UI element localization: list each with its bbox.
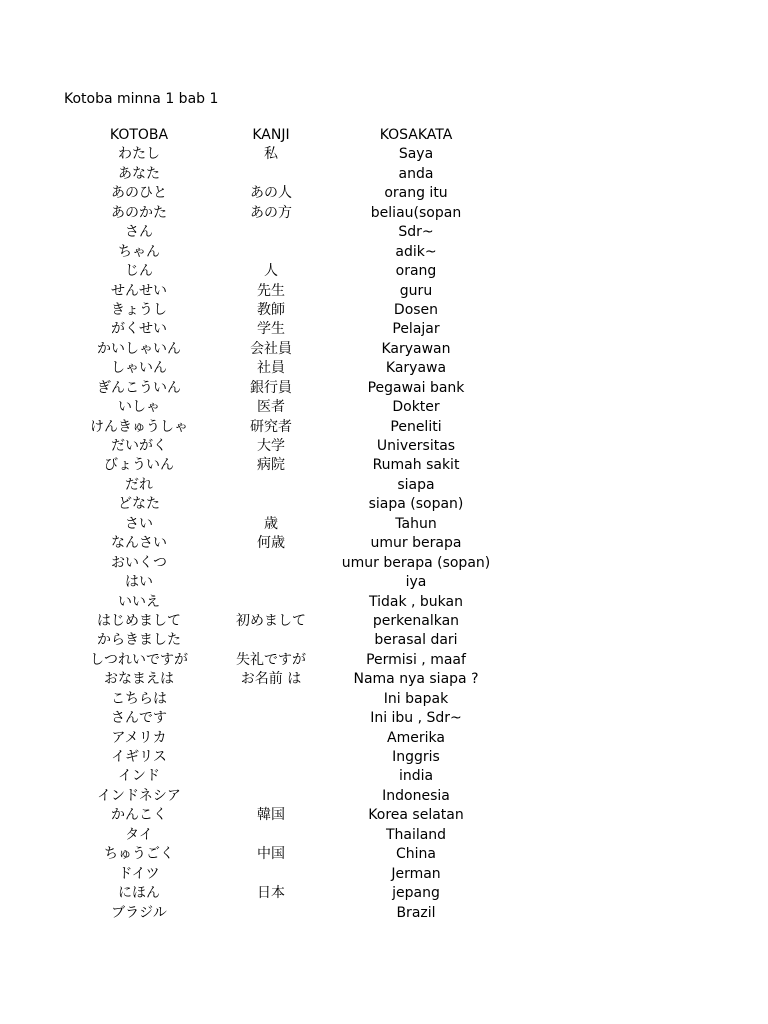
cell-kosakata: Ini ibu , Sdr~	[370, 710, 462, 727]
cell-kosakata: Dokter	[392, 399, 440, 416]
cell-kotoba: タイ	[125, 826, 153, 843]
cell-kotoba: さん	[125, 224, 153, 241]
cell-kotoba: はじめまして	[97, 612, 181, 629]
cell-kosakata: Inggris	[392, 749, 440, 765]
cell-kosakata: Tahun	[395, 515, 437, 532]
cell-kosakata: perkenalkan	[372, 612, 460, 629]
cell-kanji: 何歳	[257, 535, 285, 552]
cell-kotoba: さい	[125, 515, 153, 532]
cell-kotoba: あのひと	[111, 185, 167, 202]
cell-kotoba: かいしゃいん	[97, 340, 181, 357]
table-row	[0, 243, 768, 262]
cell-kotoba: あなた	[118, 165, 160, 182]
cell-kosakata: jepang	[392, 885, 440, 902]
cell-kosakata: Rumah sakit	[372, 457, 460, 474]
header-kotoba: KOTOBA	[109, 127, 169, 143]
cell-kotoba: びょういん	[104, 457, 174, 474]
table-row	[0, 398, 768, 417]
table-row	[0, 554, 768, 573]
cell-kotoba: イギリス	[111, 749, 167, 765]
cell-kosakata: berasal dari	[374, 632, 458, 649]
cell-kosakata: Dosen	[393, 301, 439, 318]
table-row	[0, 223, 768, 242]
cell-kotoba: だいがく	[111, 438, 167, 454]
cell-kotoba: ぎんこういん	[97, 379, 181, 396]
table-row	[0, 184, 768, 203]
table-row	[0, 709, 768, 728]
cell-kosakata: guru	[399, 282, 433, 299]
cell-kanji: 大学	[257, 438, 285, 454]
cell-kotoba: なんさい	[111, 535, 167, 552]
cell-kotoba: けんきゅうしゃ	[90, 418, 188, 435]
cell-kosakata: Tidak , bukan	[368, 593, 463, 610]
cell-kanji: あの人	[250, 185, 292, 202]
table-header-row	[0, 126, 768, 145]
cell-kotoba: さんです	[111, 710, 167, 727]
cell-kanji: 初めまして	[236, 612, 306, 629]
cell-kosakata: Korea selatan	[368, 807, 464, 824]
cell-kosakata: Karyawa	[385, 360, 447, 377]
cell-kotoba: ブラジル	[111, 904, 167, 921]
table-row	[0, 340, 768, 359]
cell-kosakata: Universitas	[376, 438, 456, 454]
cell-kotoba: いしゃ	[118, 399, 160, 416]
cell-kotoba: しつれいですが	[90, 651, 188, 668]
table-row	[0, 573, 768, 592]
table-row	[0, 476, 768, 495]
cell-kosakata: Nama nya siapa ?	[353, 671, 479, 688]
cell-kanji: 教師	[257, 301, 285, 318]
table-row	[0, 301, 768, 320]
cell-kotoba: おなまえは	[104, 671, 174, 688]
cell-kotoba: わたし	[118, 146, 160, 163]
cell-kotoba: あのかた	[111, 204, 167, 221]
cell-kotoba: はい	[125, 574, 153, 591]
table-row	[0, 437, 768, 456]
cell-kosakata: orang itu	[384, 185, 448, 202]
cell-kosakata: Amerika	[387, 729, 445, 746]
cell-kanji: 人	[264, 263, 278, 280]
cell-kanji: 医者	[257, 399, 285, 416]
cell-kosakata: Sdr~	[398, 224, 434, 241]
cell-kanji: あの方	[250, 204, 292, 221]
table-row	[0, 884, 768, 903]
table-row	[0, 282, 768, 301]
table-row	[0, 262, 768, 281]
cell-kosakata: Thailand	[385, 826, 447, 843]
cell-kanji: 学生	[257, 321, 285, 338]
cell-kanji: 私	[264, 146, 278, 163]
table-row	[0, 767, 768, 786]
cell-kosakata: Ini bapak	[383, 690, 449, 707]
cell-kanji: 研究者	[250, 418, 292, 435]
cell-kosakata: Saya	[398, 146, 434, 163]
cell-kotoba: アメリカ	[111, 729, 167, 746]
table-row	[0, 612, 768, 631]
cell-kanji: 中国	[257, 846, 285, 863]
cell-kanji: 先生	[257, 282, 285, 299]
table-row	[0, 534, 768, 553]
table-row	[0, 690, 768, 709]
table-row	[0, 515, 768, 534]
cell-kanji: 病院	[257, 457, 285, 474]
cell-kosakata: siapa (sopan)	[368, 496, 464, 513]
table-row	[0, 456, 768, 475]
table-row	[0, 670, 768, 689]
cell-kotoba: だれ	[125, 476, 153, 493]
table-row	[0, 904, 768, 923]
cell-kotoba: しゃいん	[111, 360, 167, 377]
header-kanji: KANJI	[252, 127, 290, 143]
cell-kotoba: インド	[118, 768, 160, 785]
cell-kosakata: anda	[398, 165, 434, 182]
cell-kanji: 歳	[264, 515, 278, 532]
cell-kanji: 会社員	[250, 340, 292, 357]
cell-kosakata: india	[398, 768, 434, 785]
document-title: Kotoba minna 1 bab 1	[64, 91, 219, 107]
cell-kosakata: umur berapa (sopan)	[341, 554, 491, 571]
cell-kosakata: Pegawai bank	[367, 379, 465, 396]
cell-kosakata: adik~	[395, 243, 437, 260]
cell-kotoba: いいえ	[118, 593, 160, 610]
cell-kotoba: せんせい	[111, 282, 167, 299]
cell-kotoba: どなた	[118, 496, 160, 513]
cell-kotoba: にほん	[118, 885, 160, 902]
table-row	[0, 495, 768, 514]
cell-kosakata: umur berapa	[370, 535, 462, 552]
cell-kanji: 失礼ですが	[236, 651, 306, 668]
table-row	[0, 418, 768, 437]
cell-kosakata: Permisi , maaf	[366, 651, 466, 668]
cell-kosakata: orang	[395, 263, 437, 280]
vocabulary-table	[0, 126, 768, 923]
cell-kanji: 日本	[257, 885, 285, 902]
cell-kotoba: きょうし	[111, 301, 167, 318]
table-row	[0, 845, 768, 864]
cell-kotoba: かんこく	[111, 807, 167, 824]
table-row	[0, 729, 768, 748]
cell-kanji: お名前 は	[240, 671, 302, 688]
table-row	[0, 826, 768, 845]
table-row	[0, 787, 768, 806]
cell-kotoba: こちらは	[111, 690, 167, 707]
cell-kanji: 社員	[257, 360, 285, 377]
table-row	[0, 865, 768, 884]
cell-kosakata: Jerman	[391, 865, 441, 882]
cell-kosakata: Karyawan	[381, 340, 451, 357]
table-row	[0, 748, 768, 767]
cell-kanji: 銀行員	[250, 379, 292, 396]
table-row	[0, 359, 768, 378]
cell-kotoba: がくせい	[111, 321, 167, 338]
table-row	[0, 320, 768, 339]
cell-kotoba: ちゅうごく	[104, 846, 174, 863]
cell-kosakata: China	[396, 846, 436, 863]
cell-kotoba: ドイツ	[118, 865, 160, 882]
cell-kosakata: iya	[405, 574, 427, 591]
table-row	[0, 651, 768, 670]
table-row	[0, 631, 768, 650]
cell-kotoba: インドネシア	[97, 787, 181, 804]
cell-kotoba: ちゃん	[118, 243, 160, 260]
table-row	[0, 145, 768, 164]
table-row	[0, 379, 768, 398]
header-kosakata: KOSAKATA	[379, 127, 453, 143]
cell-kotoba: じん	[125, 263, 153, 280]
table-row	[0, 204, 768, 223]
table-row	[0, 165, 768, 184]
cell-kanji: 韓国	[257, 807, 285, 824]
cell-kosakata: Brazil	[396, 904, 436, 921]
cell-kosakata: Pelajar	[392, 321, 440, 338]
cell-kotoba: からきました	[97, 632, 181, 649]
cell-kotoba: おいくつ	[111, 554, 167, 571]
table-row	[0, 806, 768, 825]
cell-kosakata: beliau(sopan	[370, 204, 462, 221]
cell-kosakata: Indonesia	[382, 787, 450, 804]
cell-kosakata: siapa	[397, 476, 435, 493]
table-row	[0, 593, 768, 612]
cell-kosakata: Peneliti	[390, 418, 442, 435]
